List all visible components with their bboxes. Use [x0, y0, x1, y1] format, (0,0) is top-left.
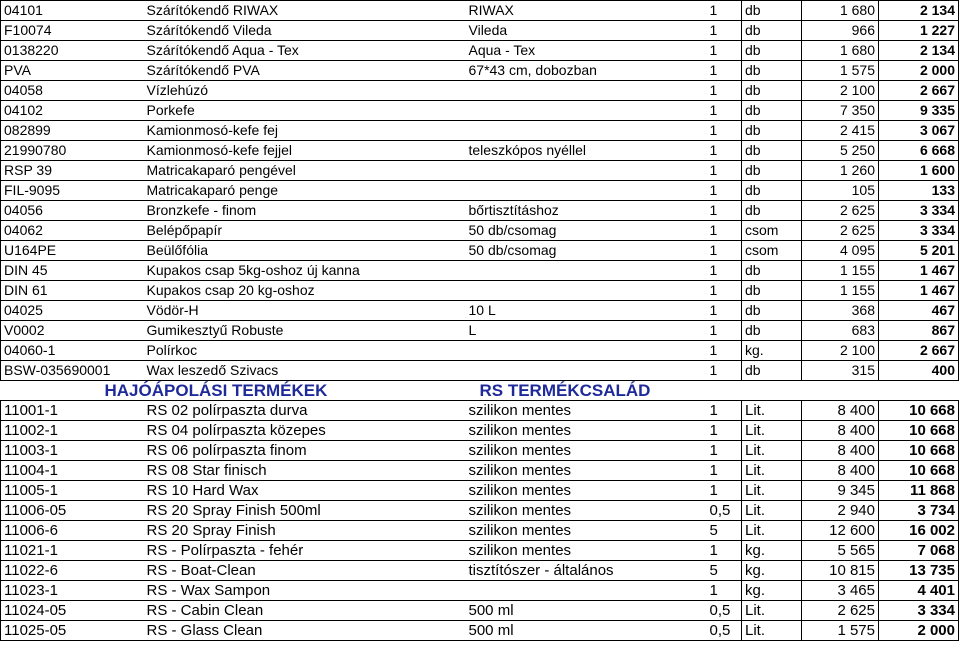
- cell-code: 11001-1: [1, 401, 144, 421]
- cell-qty: 1: [707, 1, 742, 21]
- cell-total: 16 002: [879, 521, 959, 541]
- cell-price: 3 465: [802, 581, 879, 601]
- cell-total: 2 667: [879, 81, 959, 101]
- cell-code: 11006-05: [1, 501, 144, 521]
- cell-name: RS 20 Spray Finish: [144, 521, 466, 541]
- cell-qty: 1: [707, 61, 742, 81]
- cell-unit: Lit.: [742, 621, 802, 641]
- cell-desc: L: [466, 321, 707, 341]
- cell-qty: 1: [707, 141, 742, 161]
- cell-total: 7 068: [879, 541, 959, 561]
- cell-unit: kg.: [742, 561, 802, 581]
- cell-total: 2 000: [879, 621, 959, 641]
- cell-name: Gumikesztyű Robuste: [144, 321, 466, 341]
- cell-name: Vödör-H: [144, 301, 466, 321]
- cell-desc: [466, 181, 707, 201]
- table-row: [1, 1, 959, 21]
- cell-unit: db: [742, 181, 802, 201]
- cell-total: 2 134: [879, 1, 959, 21]
- cell-name: Szárítókendő RIWAX: [144, 1, 466, 21]
- cell-code: 11002-1: [1, 421, 144, 441]
- cell-name: Vízlehúzó: [144, 81, 466, 101]
- cell-desc: szilikon mentes: [466, 541, 707, 561]
- cell-price: 5 250: [802, 141, 879, 161]
- cell-price: 2 625: [802, 201, 879, 221]
- cell-total: 6 668: [879, 141, 959, 161]
- cell-desc: 67*43 cm, dobozban: [466, 61, 707, 81]
- cell-total: 133: [879, 181, 959, 201]
- cell-unit: db: [742, 141, 802, 161]
- cell-price: 315: [802, 361, 879, 381]
- cell-unit: db: [742, 261, 802, 281]
- table-row: [1, 161, 959, 181]
- cell-total: 1 600: [879, 161, 959, 181]
- cell-desc: szilikon mentes: [466, 481, 707, 501]
- cell-qty: 1: [707, 281, 742, 301]
- cell-unit: Lit.: [742, 401, 802, 421]
- cell-price: 4 095: [802, 241, 879, 261]
- cell-name: RS 02 polírpaszta durva: [144, 401, 466, 421]
- cell-name: RS - Polírpaszta - fehér: [144, 541, 466, 561]
- cell-desc: 50 db/csomag: [466, 241, 707, 261]
- cell-price: 1 155: [802, 261, 879, 281]
- cell-unit: db: [742, 121, 802, 141]
- cell-total: 3 734: [879, 501, 959, 521]
- cell-price: 1 575: [802, 61, 879, 81]
- cell-code: PVA: [1, 61, 144, 81]
- cell-qty: 1: [707, 421, 742, 441]
- cell-unit: db: [742, 201, 802, 221]
- table-row: [1, 501, 959, 521]
- cell-qty: 1: [707, 361, 742, 381]
- cell-code: 11024-05: [1, 601, 144, 621]
- cell-total: 2 000: [879, 61, 959, 81]
- cell-code: 04025: [1, 301, 144, 321]
- cell-desc: [466, 361, 707, 381]
- cell-code: 11006-6: [1, 521, 144, 541]
- cell-qty: 1: [707, 121, 742, 141]
- cell-desc: [466, 281, 707, 301]
- cell-name: RS - Wax Sampon: [144, 581, 466, 601]
- cell-total: 10 668: [879, 461, 959, 481]
- cell-code: 11003-1: [1, 441, 144, 461]
- table-row: [1, 241, 959, 261]
- cell-qty: 0,5: [707, 501, 742, 521]
- cell-desc: Aqua - Tex: [466, 41, 707, 61]
- cell-desc: szilikon mentes: [466, 421, 707, 441]
- cell-price: 2 625: [802, 601, 879, 621]
- table-row: [1, 541, 959, 561]
- cell-name: Beülőfólia: [144, 241, 466, 261]
- cell-qty: 1: [707, 341, 742, 361]
- cell-desc: 500 ml: [466, 621, 707, 641]
- cell-qty: 1: [707, 241, 742, 261]
- cell-name: Szárítókendő Aqua - Tex: [144, 41, 466, 61]
- cell-desc: bőrtisztításhoz: [466, 201, 707, 221]
- cell-price: 105: [802, 181, 879, 201]
- cell-code: 11025-05: [1, 621, 144, 641]
- cell-code: 11005-1: [1, 481, 144, 501]
- cell-qty: 1: [707, 21, 742, 41]
- table-row: [1, 201, 959, 221]
- cell-name: Kamionmosó-kefe fejjel: [144, 141, 466, 161]
- cell-code: RSP 39: [1, 161, 144, 181]
- cell-total: 13 735: [879, 561, 959, 581]
- cell-price: 9 345: [802, 481, 879, 501]
- cell-unit: kg.: [742, 341, 802, 361]
- table-row: [1, 101, 959, 121]
- cell-desc: teleszkópos nyéllel: [466, 141, 707, 161]
- cell-price: 2 625: [802, 221, 879, 241]
- cell-total: 400: [879, 361, 959, 381]
- cell-qty: 1: [707, 221, 742, 241]
- cell-qty: 5: [707, 521, 742, 541]
- cell-code: 04102: [1, 101, 144, 121]
- cell-price: 683: [802, 321, 879, 341]
- cell-desc: 10 L: [466, 301, 707, 321]
- cell-total: 9 335: [879, 101, 959, 121]
- section-header: [1, 381, 959, 401]
- cell-code: 04101: [1, 1, 144, 21]
- cell-code: BSW-035690001: [1, 361, 144, 381]
- cell-total: 3 334: [879, 201, 959, 221]
- cell-code: 04056: [1, 201, 144, 221]
- cell-total: 4 401: [879, 581, 959, 601]
- cell-name: RS 04 polírpaszta közepes: [144, 421, 466, 441]
- cell-price: 8 400: [802, 401, 879, 421]
- cell-desc: [466, 581, 707, 601]
- section-title-left: HAJÓÁPOLÁSI TERMÉKEK: [1, 381, 466, 401]
- cell-desc: RIWAX: [466, 1, 707, 21]
- cell-code: F10074: [1, 21, 144, 41]
- cell-unit: db: [742, 101, 802, 121]
- cell-total: 10 668: [879, 421, 959, 441]
- cell-total: 2 667: [879, 341, 959, 361]
- cell-total: 10 668: [879, 441, 959, 461]
- table-row: [1, 461, 959, 481]
- cell-price: 8 400: [802, 461, 879, 481]
- cell-qty: 0,5: [707, 621, 742, 641]
- cell-unit: Lit.: [742, 461, 802, 481]
- cell-total: 1 227: [879, 21, 959, 41]
- cell-price: 8 400: [802, 421, 879, 441]
- cell-unit: Lit.: [742, 441, 802, 461]
- cell-unit: csom: [742, 241, 802, 261]
- table-row: [1, 121, 959, 141]
- table-row: [1, 561, 959, 581]
- table-row: [1, 41, 959, 61]
- cell-name: Belépőpapír: [144, 221, 466, 241]
- cell-unit: Lit.: [742, 481, 802, 501]
- table-row: [1, 481, 959, 501]
- cell-desc: szilikon mentes: [466, 401, 707, 421]
- cell-code: 21990780: [1, 141, 144, 161]
- cell-code: 04060-1: [1, 341, 144, 361]
- cell-unit: db: [742, 41, 802, 61]
- cell-price: 368: [802, 301, 879, 321]
- cell-qty: 1: [707, 481, 742, 501]
- cell-price: 1 575: [802, 621, 879, 641]
- cell-desc: szilikon mentes: [466, 521, 707, 541]
- cell-qty: 1: [707, 261, 742, 281]
- cell-unit: Lit.: [742, 521, 802, 541]
- cell-desc: tisztítószer - általános: [466, 561, 707, 581]
- cell-unit: db: [742, 61, 802, 81]
- cell-qty: 1: [707, 81, 742, 101]
- cell-qty: 1: [707, 101, 742, 121]
- cell-unit: Lit.: [742, 501, 802, 521]
- cell-total: 467: [879, 301, 959, 321]
- cell-qty: 5: [707, 561, 742, 581]
- cell-name: RS - Glass Clean: [144, 621, 466, 641]
- cell-price: 2 100: [802, 81, 879, 101]
- cell-unit: db: [742, 361, 802, 381]
- cell-code: U164PE: [1, 241, 144, 261]
- table-row: [1, 301, 959, 321]
- cell-code: FIL-9095: [1, 181, 144, 201]
- cell-desc: 500 ml: [466, 601, 707, 621]
- table-row: [1, 361, 959, 381]
- cell-qty: 0,5: [707, 601, 742, 621]
- cell-total: 3 334: [879, 221, 959, 241]
- section-header-row: [1, 381, 959, 401]
- cell-name: RS - Cabin Clean: [144, 601, 466, 621]
- cell-total: 11 868: [879, 481, 959, 501]
- cell-price: 1 680: [802, 41, 879, 61]
- product-rows-rs: [1, 401, 959, 641]
- cell-unit: db: [742, 21, 802, 41]
- table-row: [1, 421, 959, 441]
- cell-unit: db: [742, 281, 802, 301]
- table-row: [1, 21, 959, 41]
- cell-code: DIN 61: [1, 281, 144, 301]
- cell-price: 5 565: [802, 541, 879, 561]
- cell-unit: db: [742, 81, 802, 101]
- cell-code: 04062: [1, 221, 144, 241]
- cell-desc: szilikon mentes: [466, 441, 707, 461]
- cell-qty: 1: [707, 461, 742, 481]
- cell-code: 082899: [1, 121, 144, 141]
- cell-name: Kupakos csap 5kg-oshoz új kanna: [144, 261, 466, 281]
- cell-total: 1 467: [879, 281, 959, 301]
- cell-name: RS - Boat-Clean: [144, 561, 466, 581]
- cell-price: 2 940: [802, 501, 879, 521]
- cell-unit: db: [742, 1, 802, 21]
- table-row: [1, 621, 959, 641]
- cell-qty: 1: [707, 161, 742, 181]
- cell-unit: csom: [742, 221, 802, 241]
- cell-code: 11021-1: [1, 541, 144, 561]
- table-row: [1, 81, 959, 101]
- cell-name: Matricakaparó pengével: [144, 161, 466, 181]
- cell-unit: Lit.: [742, 601, 802, 621]
- cell-name: RS 08 Star finisch: [144, 461, 466, 481]
- cell-total: 3 067: [879, 121, 959, 141]
- cell-price: 2 415: [802, 121, 879, 141]
- cell-name: Szárítókendő Vileda: [144, 21, 466, 41]
- cell-total: 5 201: [879, 241, 959, 261]
- cell-qty: 1: [707, 41, 742, 61]
- cell-code: DIN 45: [1, 261, 144, 281]
- table-row: [1, 221, 959, 241]
- table-row: [1, 261, 959, 281]
- cell-name: Kamionmosó-kefe fej: [144, 121, 466, 141]
- cell-price: 2 100: [802, 341, 879, 361]
- cell-name: Polírkoc: [144, 341, 466, 361]
- cell-code: 11022-6: [1, 561, 144, 581]
- cell-desc: [466, 341, 707, 361]
- cell-code: 0138220: [1, 41, 144, 61]
- cell-desc: [466, 81, 707, 101]
- cell-qty: 1: [707, 181, 742, 201]
- table-row: [1, 441, 959, 461]
- cell-desc: Vileda: [466, 21, 707, 41]
- product-rows-general: [1, 1, 959, 381]
- cell-price: 1 260: [802, 161, 879, 181]
- cell-code: V0002: [1, 321, 144, 341]
- cell-qty: 1: [707, 301, 742, 321]
- cell-unit: kg.: [742, 541, 802, 561]
- cell-unit: kg.: [742, 581, 802, 601]
- cell-desc: szilikon mentes: [466, 501, 707, 521]
- cell-name: RS 20 Spray Finish 500ml: [144, 501, 466, 521]
- cell-price: 8 400: [802, 441, 879, 461]
- cell-price: 1 155: [802, 281, 879, 301]
- table-row: [1, 521, 959, 541]
- cell-price: 10 815: [802, 561, 879, 581]
- cell-qty: 1: [707, 581, 742, 601]
- cell-name: RS 10 Hard Wax: [144, 481, 466, 501]
- cell-unit: db: [742, 321, 802, 341]
- cell-unit: Lit.: [742, 421, 802, 441]
- cell-unit: db: [742, 301, 802, 321]
- cell-total: 1 467: [879, 261, 959, 281]
- cell-qty: 1: [707, 441, 742, 461]
- cell-code: 04058: [1, 81, 144, 101]
- table-row: [1, 581, 959, 601]
- table-row: [1, 401, 959, 421]
- cell-name: Szárítókendő PVA: [144, 61, 466, 81]
- cell-name: Wax leszedő Szivacs: [144, 361, 466, 381]
- cell-total: 867: [879, 321, 959, 341]
- cell-desc: [466, 261, 707, 281]
- table-row: [1, 341, 959, 361]
- cell-name: RS 06 polírpaszta finom: [144, 441, 466, 461]
- table-row: [1, 181, 959, 201]
- cell-desc: szilikon mentes: [466, 461, 707, 481]
- cell-total: 2 134: [879, 41, 959, 61]
- section-title-right: RS TERMÉKCSALÁD: [466, 381, 959, 401]
- table-row: [1, 61, 959, 81]
- cell-qty: 1: [707, 401, 742, 421]
- cell-name: Matricakaparó penge: [144, 181, 466, 201]
- cell-price: 966: [802, 21, 879, 41]
- cell-price: 7 350: [802, 101, 879, 121]
- cell-desc: [466, 161, 707, 181]
- table-row: [1, 281, 959, 301]
- cell-price: 12 600: [802, 521, 879, 541]
- cell-name: Bronzkefe - finom: [144, 201, 466, 221]
- table-row: [1, 601, 959, 621]
- cell-qty: 1: [707, 201, 742, 221]
- cell-desc: 50 db/csomag: [466, 221, 707, 241]
- cell-desc: [466, 121, 707, 141]
- cell-qty: 1: [707, 541, 742, 561]
- cell-code: 11004-1: [1, 461, 144, 481]
- cell-unit: db: [742, 161, 802, 181]
- cell-name: Kupakos csap 20 kg-oshoz: [144, 281, 466, 301]
- cell-qty: 1: [707, 321, 742, 341]
- table-row: [1, 141, 959, 161]
- cell-total: 3 334: [879, 601, 959, 621]
- table-row: [1, 321, 959, 341]
- cell-total: 10 668: [879, 401, 959, 421]
- cell-name: Porkefe: [144, 101, 466, 121]
- cell-desc: [466, 101, 707, 121]
- cell-code: 11023-1: [1, 581, 144, 601]
- cell-price: 1 680: [802, 1, 879, 21]
